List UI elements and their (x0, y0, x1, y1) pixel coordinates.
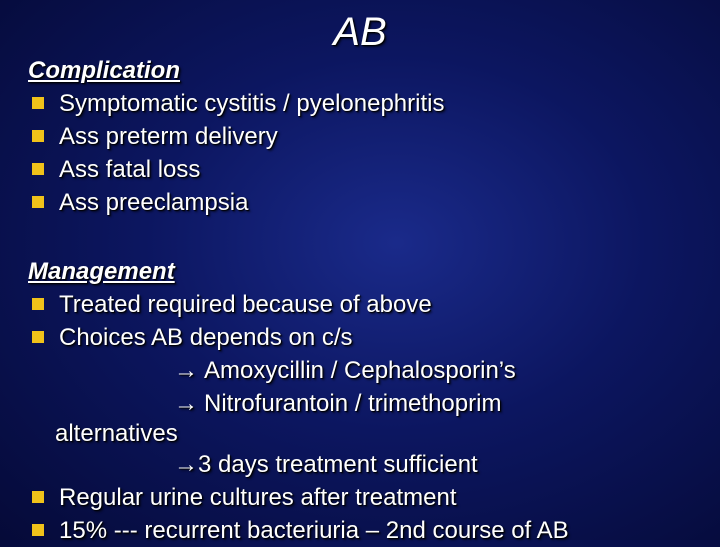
bullet-icon (32, 524, 44, 536)
list-item (28, 87, 718, 120)
bullet-icon (32, 196, 44, 208)
list-item (28, 153, 718, 186)
list-item-text: Ass fatal loss (59, 156, 201, 183)
sub-item-continuation (28, 420, 718, 448)
bullet-icon (32, 130, 44, 142)
list-item-text: Regular urine cultures after treatment (59, 484, 457, 511)
list-item-text: 15% --- recurrent bacteriuria – 2nd course of AB (59, 517, 569, 544)
bullet-icon (32, 97, 44, 109)
sub-item-text: Nitrofurantoin / trimethoprim (204, 390, 502, 417)
list-item-text: Treated required because of above (59, 291, 432, 318)
list-item (28, 514, 718, 547)
management-section (28, 255, 718, 547)
list-item (28, 186, 718, 219)
bullet-icon (32, 163, 44, 175)
sub-item (28, 354, 718, 387)
list-item-text: Ass preterm delivery (59, 123, 278, 150)
sub-item (28, 448, 718, 481)
complication-heading: Complication (28, 57, 181, 84)
bullet-icon (32, 331, 44, 343)
slide-title: AB (333, 10, 387, 54)
list-item-text: Choices AB depends on c/s (59, 324, 353, 351)
bullet-icon (32, 298, 44, 310)
list-item (28, 288, 718, 321)
sub-item-text: alternatives (55, 420, 178, 447)
sub-item (28, 387, 718, 420)
list-item (28, 481, 718, 514)
list-item-text: Ass preeclampsia (59, 189, 249, 216)
sub-item-text: Amoxycillin / Cephalosporin’s (204, 357, 516, 384)
list-item (28, 120, 718, 153)
list-item-text: Symptomatic cystitis / pyelonephritis (59, 90, 445, 117)
bullet-icon (32, 491, 44, 503)
arrow-right-icon: → (174, 357, 198, 384)
complication-section (28, 54, 718, 219)
list-item (28, 321, 718, 354)
management-heading: Management (28, 258, 175, 285)
arrow-right-icon: → (174, 390, 198, 417)
arrow-right-icon: → (174, 451, 198, 478)
sub-item-text: 3 days treatment sufficient (198, 451, 478, 478)
